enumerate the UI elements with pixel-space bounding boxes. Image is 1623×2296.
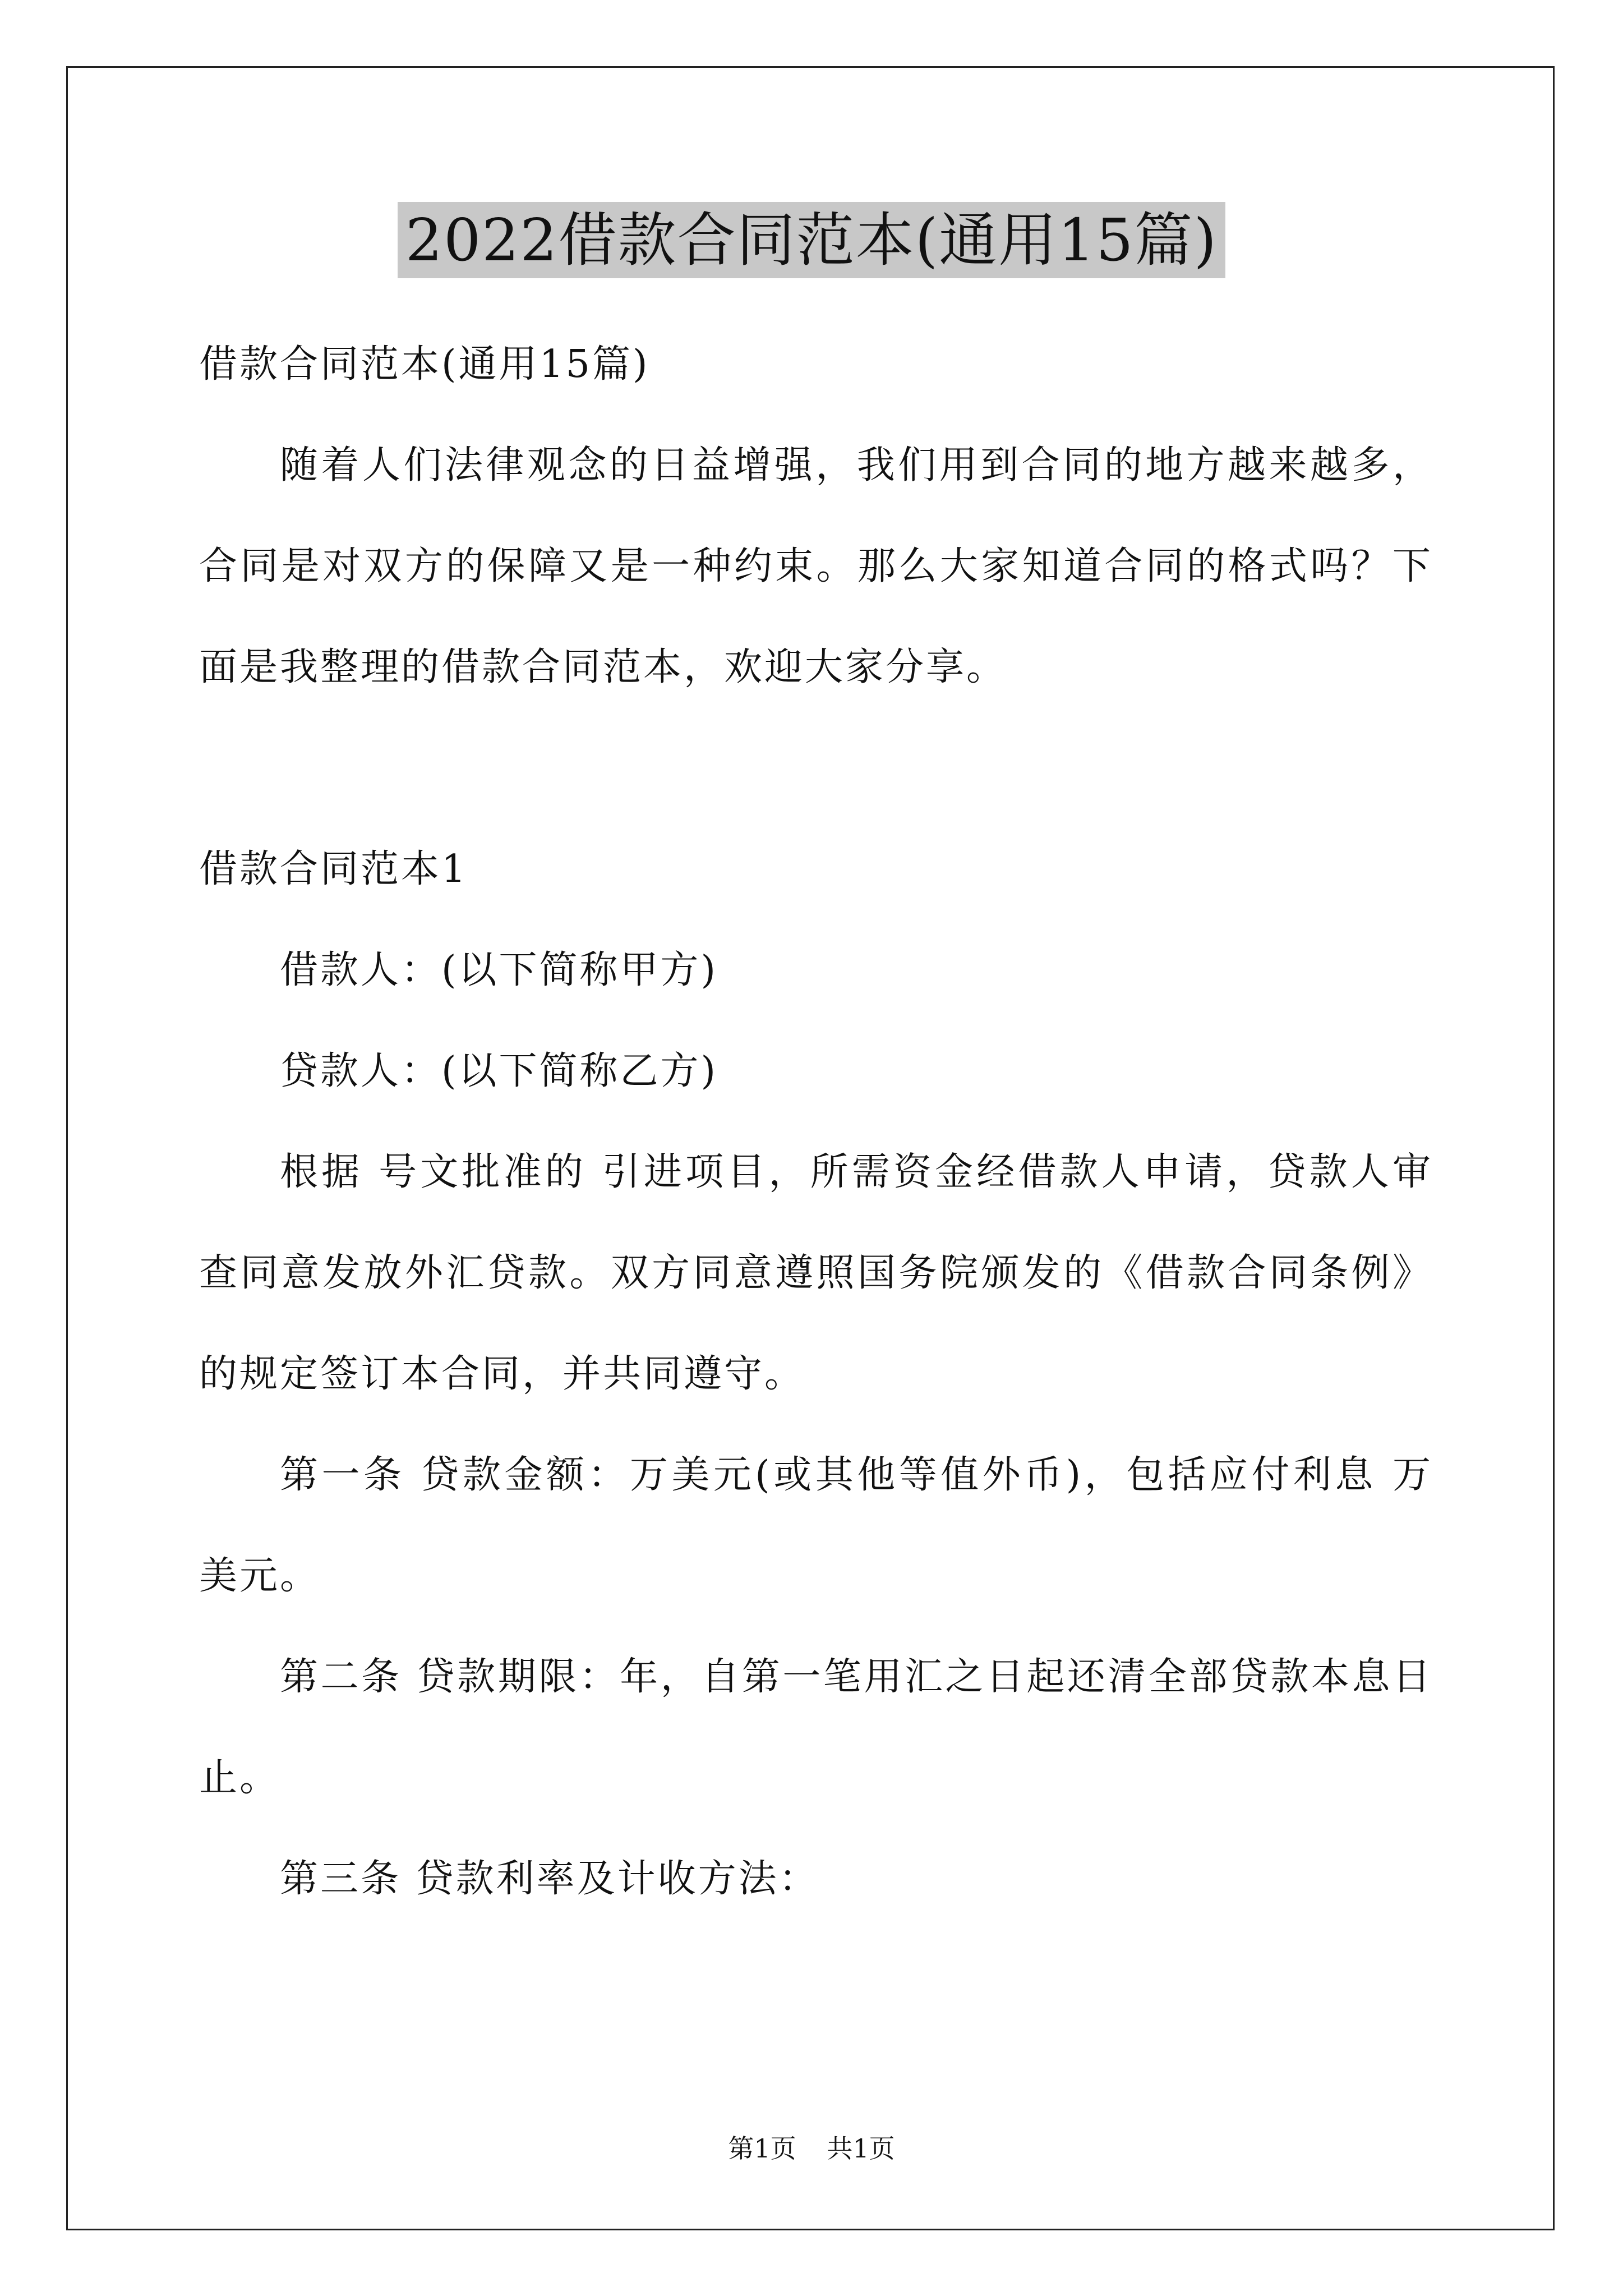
- article-1: 第一条 贷款金额：万美元(或其他等值外币)，包括应付利息 万美元。: [199, 1453, 1433, 1598]
- title-container: [0, 202, 1623, 278]
- borrower-line: 借款人：(以下简称甲方): [280, 948, 718, 992]
- article-3: 第三条 贷款利率及计收方法：: [280, 1857, 819, 1901]
- page-footer: [0, 2132, 1623, 2165]
- intro-paragraph: 随着人们法律观念的日益增强，我们用到合同的地方越来越多，合同是对双方的保障又是一种约束。那么大家知道合同的格式吗？下面是我整理的借款合同范本，欢迎大家分享。: [199, 443, 1433, 689]
- spacer: [199, 718, 1433, 819]
- document-title: 2022借款合同范本(通用15篇): [398, 202, 1225, 278]
- basis-paragraph: 根据 号文批准的 引进项目，所需资金经借款人申请，贷款人审查同意发放外汇贷款。双方同意遵照国务院颁发的《借款合同条例》的规定签订本合同，并共同遵守。: [199, 1150, 1433, 1396]
- article-2: 第二条 贷款期限：年，自第一笔用汇之日起还清全部贷款本息日止。: [199, 1655, 1433, 1800]
- subtitle: 借款合同范本(通用15篇): [199, 342, 650, 386]
- section-heading: 借款合同范本1: [199, 847, 468, 891]
- lender-line: 贷款人：(以下简称乙方): [280, 1049, 718, 1093]
- page-total: 共1页: [827, 2133, 895, 2164]
- page-number: 第1页: [728, 2133, 796, 2164]
- document-body: [199, 314, 1433, 1930]
